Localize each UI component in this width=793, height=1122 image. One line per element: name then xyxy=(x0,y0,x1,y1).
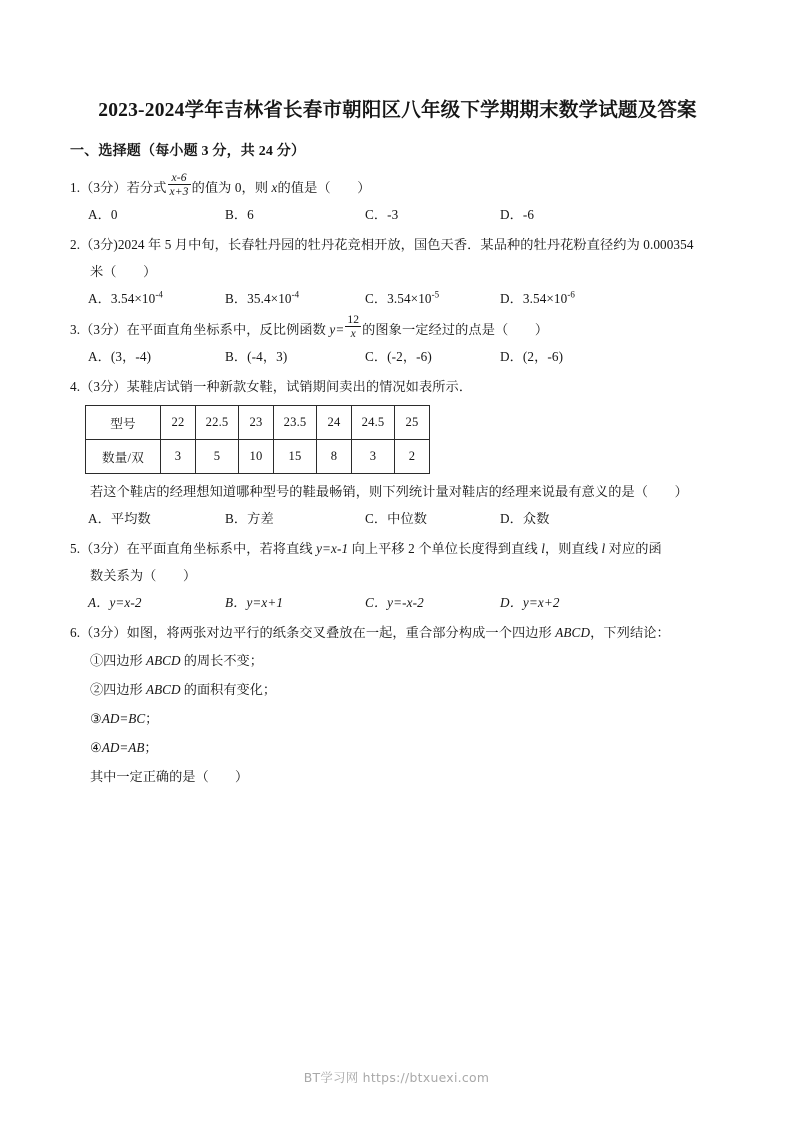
question-2-line-1: 2.（3分)2024 年 5 月中旬，长春牡丹园的牡丹花竞相开放，国色天香．某品种的牡丹花粉直径约为 0.000354 xyxy=(70,236,694,252)
question-5 xyxy=(70,535,725,617)
question-4-option-d[interactable]: D．众数 xyxy=(500,510,550,526)
table-row-sizes xyxy=(86,405,430,439)
question-6-post: ，下列结论： xyxy=(590,624,670,640)
page-title: 2023-2024学年吉林省长春市朝阳区八年级下学期期末数学试题及答案 xyxy=(98,100,697,121)
question-1-fraction xyxy=(168,171,191,198)
question-1-tail-b: 的值是（ ） xyxy=(277,179,371,195)
table-cell-qty-2: 5 xyxy=(196,439,239,473)
question-1-fraction-numerator: x-6 xyxy=(168,171,191,185)
question-6-sub-2-label: ABCD xyxy=(146,681,181,697)
table-row-label-quantity: 数量/双 xyxy=(86,439,161,473)
question-1-text xyxy=(70,170,725,201)
table-cell-size-1: 22 xyxy=(161,405,196,439)
question-1-option-a[interactable]: A．0 xyxy=(88,206,118,222)
question-2-option-b[interactable] xyxy=(225,285,365,313)
question-1-tail-a: 的值为 0，则 xyxy=(191,179,272,195)
question-2-option-a[interactable] xyxy=(88,285,225,313)
question-3 xyxy=(70,312,725,371)
question-3-fraction-numerator: 12 xyxy=(347,312,360,326)
question-6-closing: 其中一定正确的是（ ） xyxy=(90,768,249,784)
question-2-option-a-exponent: -4 xyxy=(155,289,163,300)
question-3-lead: 3.（3分）在平面直角坐标系中，反比例函数 xyxy=(70,321,330,337)
question-2-option-d-label: D．3.54×10 xyxy=(500,290,568,306)
question-3-option-a[interactable]: A．(3，-4) xyxy=(88,348,152,364)
question-3-option-b[interactable]: B．(-4，3) xyxy=(225,348,288,364)
question-4-table-wrapper xyxy=(70,405,725,474)
question-5-option-d[interactable]: D．y=x+2 xyxy=(500,594,560,610)
question-6-sub-1-label: ABCD xyxy=(146,652,181,668)
question-3-option-d[interactable]: D．(2，-6) xyxy=(500,348,564,364)
table-cell-qty-6: 3 xyxy=(352,439,395,473)
table-cell-size-5: 24 xyxy=(317,405,352,439)
question-3-options xyxy=(70,343,725,371)
question-2-option-d[interactable] xyxy=(500,285,575,313)
question-5-equation: y=x-1 xyxy=(316,540,349,556)
table-cell-size-7: 25 xyxy=(395,405,430,439)
question-1-option-c[interactable]: C．-3 xyxy=(365,206,399,222)
section-heading: 一、选择题（每小题 3 分，共 24 分） xyxy=(70,144,306,159)
question-6-sub-3-post: ； xyxy=(145,710,159,726)
document-content xyxy=(70,95,725,793)
question-3-text xyxy=(70,312,725,343)
question-6-sub-3-equation: AD=BC xyxy=(101,710,146,726)
question-6-sub-4 xyxy=(70,733,725,762)
question-1-variable: x xyxy=(271,179,278,195)
question-2-option-a-label: A．3.54×10 xyxy=(88,290,156,306)
question-6-quadrilateral-label: ABCD xyxy=(555,624,591,640)
table-cell-qty-3: 10 xyxy=(239,439,274,473)
table-cell-qty-7: 2 xyxy=(395,439,430,473)
question-6-sub-1-post: 的周长不变； xyxy=(180,652,263,668)
question-4-option-a[interactable]: A．平均数 xyxy=(88,510,151,526)
question-2-line-2: 米（ ） xyxy=(90,263,157,279)
question-3-fraction-denominator: x xyxy=(350,326,356,340)
question-6-line-1 xyxy=(70,619,725,646)
question-5-line-1 xyxy=(70,535,725,562)
question-5-line-label-2: l xyxy=(601,540,606,556)
question-3-tail: 的图象一定经过的点是（ ） xyxy=(362,321,549,337)
question-6-lead: 6.（3分）如图，将两张对边平行的纸条交叉叠放在一起，重合部分构成一个四边形 xyxy=(70,624,556,640)
question-6-sub-4-post: ； xyxy=(144,739,158,755)
shoe-sales-table xyxy=(85,405,430,474)
question-5-mid-2: ，则直线 xyxy=(544,540,602,556)
footer-watermark: BT学习网 https://btxuexi.com xyxy=(303,1070,490,1085)
question-5-option-a[interactable]: A．y=x-2 xyxy=(88,594,142,610)
question-4-line-2: 若这个鞋店的经理想知道哪种型号的鞋最畅销，则下列统计量对鞋店的经理来说最有意义的是（ ） xyxy=(90,483,688,499)
question-1-option-d[interactable]: D．-6 xyxy=(500,206,535,222)
question-4-option-b[interactable]: B．方差 xyxy=(225,510,274,526)
question-2-option-c-label: C．3.54×10 xyxy=(365,290,432,306)
question-2-option-b-label: B．35.4×10 xyxy=(225,290,292,306)
question-6-sub-2-pre: ②四边形 xyxy=(90,681,147,697)
question-2 xyxy=(70,231,725,313)
question-4-line-1: 4.（3分）某鞋店试销一种新款女鞋，试销期间卖出的情况如表所示． xyxy=(70,378,473,394)
table-cell-qty-1: 3 xyxy=(161,439,196,473)
question-5-line-label-1: l xyxy=(541,540,545,556)
question-4-option-c[interactable]: C．中位数 xyxy=(365,510,428,526)
question-6-sub-2 xyxy=(70,675,725,704)
question-2-option-d-exponent: -6 xyxy=(567,289,575,300)
question-6-sub-4-equation: AD=AB xyxy=(101,739,145,755)
question-3-fraction xyxy=(345,313,361,340)
question-5-option-b[interactable]: B．y=x+1 xyxy=(225,594,284,610)
table-cell-size-2: 22.5 xyxy=(196,405,239,439)
question-6-sub-1 xyxy=(70,646,725,675)
question-6-sub-1-pre: ①四边形 xyxy=(90,652,147,668)
question-2-option-b-exponent: -4 xyxy=(291,289,300,300)
question-1-lead: 1.（3分）若分式 xyxy=(70,179,167,195)
question-6-sub-2-post: 的面积有变化； xyxy=(180,681,277,697)
table-cell-size-6: 24.5 xyxy=(352,405,395,439)
question-6-sub-4-pre: ④ xyxy=(90,739,102,755)
table-cell-size-4: 23.5 xyxy=(274,405,317,439)
question-2-option-c[interactable] xyxy=(365,285,500,313)
question-6-sub-3 xyxy=(70,704,725,733)
table-cell-size-3: 23 xyxy=(239,405,274,439)
question-1-options xyxy=(70,201,725,229)
table-row-quantities xyxy=(86,439,430,473)
question-5-line-2: 数关系为（ ） xyxy=(90,567,197,583)
question-3-equation-lhs: y= xyxy=(329,321,345,337)
question-3-option-c[interactable]: C．(-2，-6) xyxy=(365,348,432,364)
question-5-mid: 向上平移 2 个单位长度得到直线 xyxy=(348,540,542,556)
question-5-option-c[interactable]: C．y=-x-2 xyxy=(365,594,424,610)
table-row-label-size: 型号 xyxy=(86,405,161,439)
question-1 xyxy=(70,170,725,229)
question-2-options xyxy=(70,285,725,313)
question-4 xyxy=(70,373,725,533)
question-1-option-b[interactable]: B．6 xyxy=(225,206,254,222)
question-5-post: 对应的函 xyxy=(605,540,662,556)
table-cell-qty-4: 15 xyxy=(274,439,317,473)
question-5-options xyxy=(70,589,725,617)
question-6-sub-3-pre: ③ xyxy=(90,710,102,726)
question-1-fraction-denominator: x+3 xyxy=(169,184,189,198)
question-5-lead: 5.（3分）在平面直角坐标系中，若将直线 xyxy=(70,540,317,556)
question-4-options xyxy=(70,505,725,533)
question-2-option-c-exponent: -5 xyxy=(431,289,440,300)
table-cell-qty-5: 8 xyxy=(317,439,352,473)
question-6 xyxy=(70,619,725,791)
